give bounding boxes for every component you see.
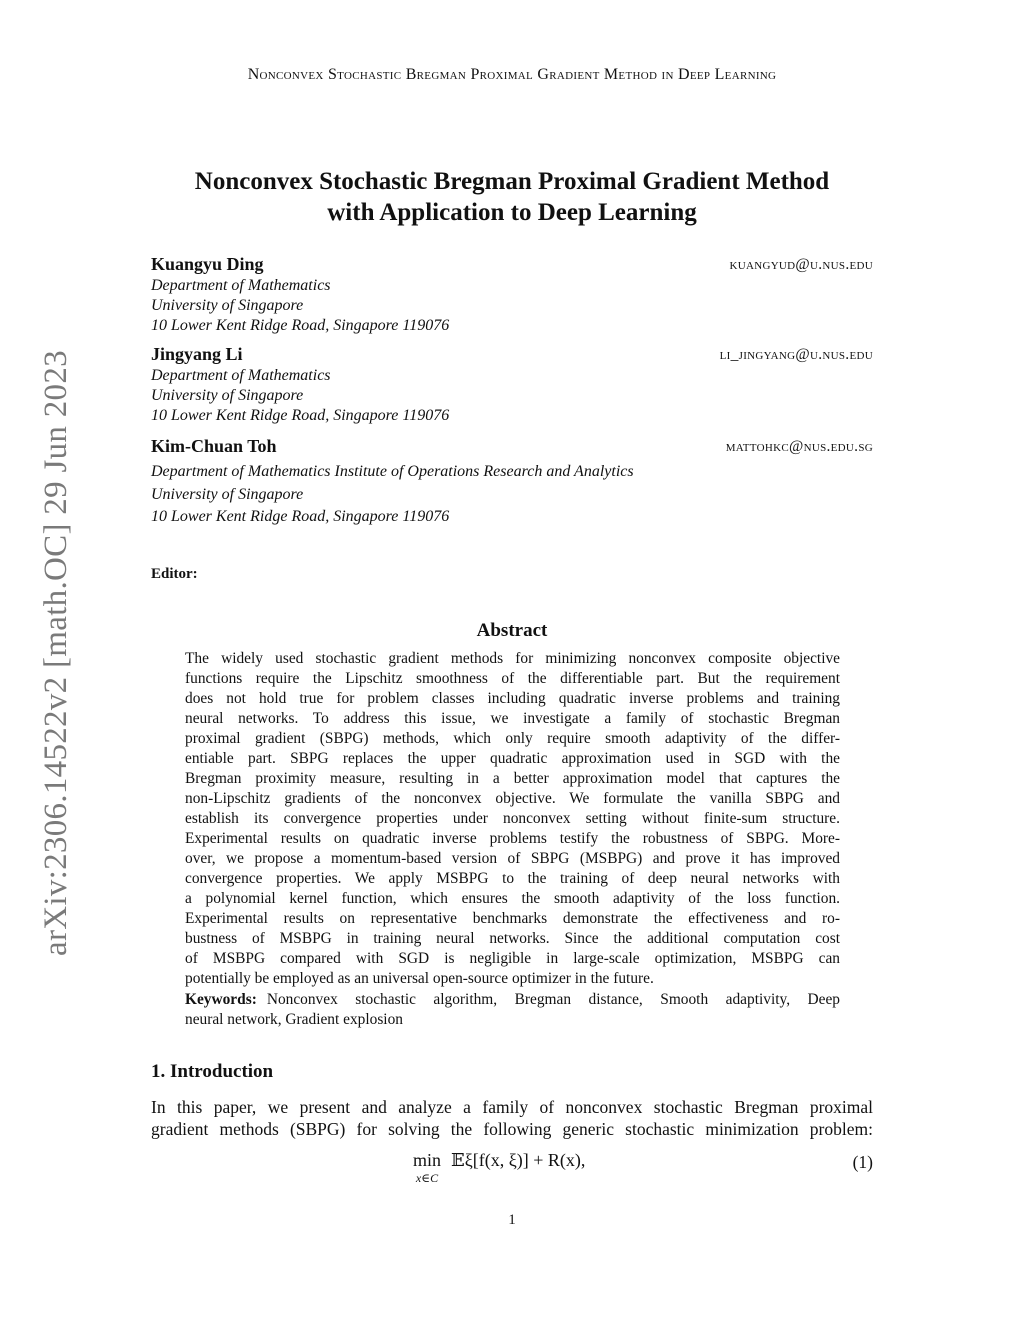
equation-number: (1) [852, 1152, 873, 1172]
author-email[interactable]: mattohkc@nus.edu.sg [725, 438, 873, 455]
abstract-line: non-Lipschitz gradients of the nonconvex objective. We formulate the vanilla SBPG and [185, 790, 840, 807]
intro-line: gradient methods (SBPG) for solving the following generic stochastic minimization problem: [151, 1119, 873, 1139]
abstract-line: The widely used stochastic gradient methods for minimizing nonconvex composite objective [185, 650, 840, 667]
keywords-text: Nonconvex stochastic algorithm, Bregman distance, Smooth adaptivity, Deep [266, 991, 840, 1008]
abstract-line: does not hold true for problem classes including quadratic inverse problems and training [185, 690, 840, 707]
editor-label: Editor: [151, 566, 198, 582]
abstract-line: a polynomial kernel function, which ensures the smooth adaptivity of the loss function. [185, 890, 840, 907]
equation-subscript: x∈C [415, 1171, 439, 1185]
abstract-line: establish its convergence properties under nonconvex setting without finite-sum structure. [185, 810, 840, 827]
abstract-line: bustness of MSBPG in training neural networks. Since the additional computation cost [185, 930, 840, 947]
affiliation-line: 10 Lower Kent Ridge Road, Singapore 119076 [151, 317, 450, 334]
abstract-line: of MSBPG compared with SGD is negligible in large-scale optimization, MSBPG can [185, 950, 840, 967]
affiliation-line: University of Singapore [151, 297, 304, 314]
abstract-line: neural networks. To address this issue, we investigate a family of stochastic Bregman [185, 710, 840, 727]
page-number: 1 [508, 1212, 516, 1228]
section-heading: 1. Introduction [151, 1061, 274, 1082]
title-line-1: Nonconvex Stochastic Bregman Proximal Gradient Method [194, 168, 830, 195]
equation-min: min [413, 1150, 442, 1170]
abstract-line: Bregman proximity measure, resulting in a better approximation model that captures the [185, 770, 840, 787]
running-head: Nonconvex Stochastic Bregman Proximal Gradient Method in Deep Learning [247, 66, 777, 83]
affiliation-line: University of Singapore [151, 387, 304, 404]
author-affiliation [151, 461, 634, 529]
author-affiliation [151, 366, 449, 426]
affiliation-line: 10 Lower Kent Ridge Road, Singapore 119076 [151, 508, 450, 525]
keywords [185, 990, 840, 1030]
abstract-line: Experimental results on quadratic inverse problems testify the robustness of SBPG. More- [185, 830, 840, 847]
author-email[interactable]: kuangyud@u.nus.edu [729, 256, 873, 273]
abstract-line: Experimental results on representative benchmarks demonstrate the effectiveness and ro- [185, 910, 840, 927]
equation-body: 𝔼ξ[f(x, ξ)] + R(x), [451, 1150, 586, 1170]
affiliation-line: Department of Mathematics [151, 277, 331, 294]
keywords-label: Keywords: [185, 991, 257, 1008]
affiliation-line: Department of Mathematics [151, 367, 331, 384]
author-email[interactable]: li_jingyang@u.nus.edu [719, 346, 873, 363]
author-name: Jingyang Li [151, 344, 243, 364]
affiliation-line: Department of Mathematics Institute of Operations Research and Analytics [151, 463, 634, 480]
author-affiliation [151, 276, 449, 336]
title-line-2: with Application to Deep Learning [327, 199, 697, 226]
equation-1 [413, 1150, 585, 1183]
author-name: Kuangyu Ding [151, 254, 264, 274]
abstract-line: over, we propose a momentum-based version of SBPG (MSBPG) and prove it has improved [185, 850, 840, 867]
author-name: Kim-Chuan Toh [151, 436, 277, 456]
affiliation-line: University of Singapore [151, 485, 304, 503]
keywords-line: neural network, Gradient explosion [185, 1011, 403, 1028]
keywords-line [185, 990, 840, 1010]
arxiv-stamp: arXiv:2306.14522v2 [math.OC] 29 Jun 2023 [38, 350, 74, 956]
abstract-line: potentially be employed as an universal open-source optimizer in the future. [185, 970, 654, 987]
equation-min-operator [413, 1150, 441, 1183]
abstract-line: functions require the Lipschitz smoothness of the differentiable part. But the requirement [185, 670, 840, 687]
abstract-line: entiable part. SBPG replaces the upper quadratic approximation used in SGD with the [185, 750, 840, 767]
abstract-line: proximal gradient (SBPG) methods, which only require smooth adaptivity of the differ- [185, 730, 840, 747]
intro-line: In this paper, we present and analyze a family of nonconvex stochastic Bregman proximal [151, 1097, 873, 1117]
abstract-body [185, 649, 840, 989]
affiliation-line: 10 Lower Kent Ridge Road, Singapore 119076 [151, 407, 450, 424]
abstract-heading: Abstract [476, 620, 548, 641]
intro-paragraph [151, 1096, 873, 1140]
paper-title [0, 166, 1024, 228]
abstract-line: convergence properties. We apply MSBPG to the training of deep neural networks with [185, 870, 840, 887]
